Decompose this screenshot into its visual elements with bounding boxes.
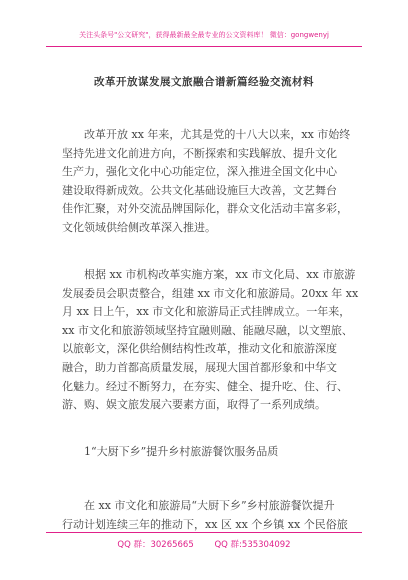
header-divider (46, 46, 362, 47)
document-title: 改革开放谋发展文旅融合谱新篇经验交流材料 (94, 76, 314, 88)
paragraph-line: xx 市文化和旅游领域坚持宜融则融、能融尽融，以文塑旅、 (62, 323, 353, 337)
paragraph-line: 游、购、娱文旅发展六要素方面，取得了一系列成绩。 (62, 398, 326, 412)
paragraph-line: 生产力，强化文化中心功能定位，深入推进全国文化中心 (62, 165, 337, 179)
footer-qq-group-2: QQ 群:535304092 (214, 540, 291, 550)
footer-divider (46, 532, 362, 533)
paragraph-3 (62, 497, 350, 534)
paragraph-line: 发展委员会职责整合，组建 xx 市文化和旅游局。20xx 年 xx (62, 286, 359, 300)
paragraph-line: 融合，助力首都高质量发展，展现大国首都形象和中华文 (62, 360, 337, 374)
paragraph-line: 月 xx 日上午，xx 市文化和旅游局正式挂牌成立。一年来， (62, 305, 351, 319)
paragraph-line: 建设取得新成效。公共文化基础设施巨大改善，文艺舞台 (62, 183, 337, 197)
paragraph-line: 行动计划连续三年的推动下，xx 区 xx 个乡镇 xx 个民俗旅 (62, 517, 348, 531)
paragraph-line: 佳作汇聚，对外交流品牌国际化，群众文化活动丰富多彩， (62, 202, 348, 216)
section-heading-text: 1“大厨下乡”提升乡村旅游餐饮服务品质 (84, 445, 279, 458)
section-heading (62, 443, 350, 462)
paragraph-2 (62, 266, 359, 415)
paragraph-line: 文化领域供给侧改革深入推进。 (62, 220, 216, 234)
paragraph-line: 在 xx 市文化和旅游局“大厨下乡”乡村旅游餐饮提升 (84, 499, 335, 512)
paragraph-1 (62, 126, 350, 238)
paragraph-line: 化魅力。经过不断努力，在夯实、健全、提升吃、住、行、 (62, 379, 348, 393)
paragraph-line: 根据 xx 市机构改革实施方案，xx 市文化局、xx 市旅游 (84, 268, 356, 281)
footer-qq-group-1: QQ 群：30265665 (117, 540, 194, 550)
paragraph-line: 坚持先进文化前进方向，不断探索和实践解放、提升文化 (62, 146, 337, 160)
paragraph-line: 以旅彰文，深化供给侧结构性改革，推动文化和旅游深度 (62, 342, 337, 356)
header-banner: 关注头条号"公文研究"，获得最新最全最专业的公文资料库！ 微信：gongwenyj (79, 31, 329, 39)
paragraph-line: 改革开放 xx 年来，尤其是党的十八大以来，xx 市始终 (84, 128, 351, 141)
footer (0, 538, 408, 550)
